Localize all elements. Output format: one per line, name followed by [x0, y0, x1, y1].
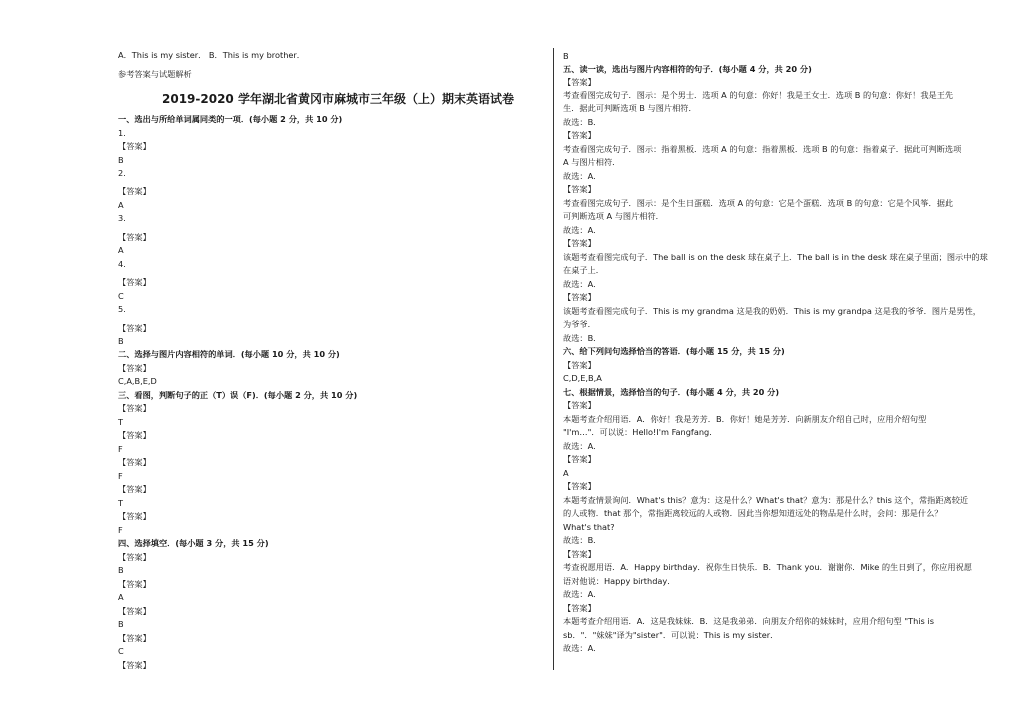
answer-label: 【答案】 [563, 400, 596, 410]
answer-label: 【答案】 [118, 430, 151, 440]
section-6-heading: 六、给下列问句选择恰当的答语．(每小题 15 分，共 15 分) [563, 346, 785, 356]
answer-value: A [118, 245, 124, 255]
section-5-heading: 五、读一读，选出与图片内容相符的句子．(每小题 4 分，共 20 分) [563, 64, 812, 74]
conclusion-line: 故选：B． [563, 117, 602, 127]
answer-label: 【答案】 [563, 238, 596, 248]
answer-value: F [118, 444, 123, 454]
explanation-line: 的人或物．that 那个，常指距离较远的人或物．因此当你想知道远处的物品是什么时，会问：那是什么？ [563, 508, 943, 518]
answer-value: A [118, 200, 124, 210]
answer-value: B [118, 565, 124, 575]
answer-label: 【答案】 [563, 360, 596, 370]
conclusion-line: 故选：A． [563, 589, 602, 599]
answer-value: B [118, 619, 124, 629]
answer-label: 【答案】 [118, 579, 151, 589]
explanation-line: 本题考查情景询问．What's this？意为：这是什么？What's that？意为：那是什么？this 这个，常指距离较近 [563, 495, 969, 505]
answer-label: 【答案】 [118, 363, 151, 373]
answer-label: 【答案】 [118, 232, 151, 242]
answer-label: 【答案】 [118, 403, 151, 413]
answer-label: 【答案】 [563, 481, 596, 491]
explanation-line: 在桌子上． [563, 265, 604, 275]
explanation-line: 本题考查介绍用语．A．你好！我是芳芳．B．你好！她是芳芳．向新朋友介绍自己时，应用介绍句型 [563, 414, 927, 424]
answer-value: A [563, 468, 569, 478]
explanation-line: 为爷爷． [563, 319, 596, 329]
answer-value: C [118, 291, 124, 301]
conclusion-line: 故选：A． [563, 441, 602, 451]
explanation-line: sb．"．"妹妹"译为"sister"．可以说：This is my sister． [563, 630, 779, 640]
explanation-line: 本题考查介绍用语．A．这是我妹妹．B．这是我弟弟．向朋友介绍你的妹妹时，应用介绍句型 "This is [563, 616, 934, 626]
conclusion-line: 故选：B． [563, 535, 602, 545]
answer-value: C [118, 646, 124, 656]
answer-value: F [118, 471, 123, 481]
question-number: 1. [118, 128, 126, 138]
explanation-line: "I'm…"．可以说：Hello!I'm Fangfang． [563, 427, 718, 437]
answer-value: B [118, 336, 124, 346]
answer-label: 【答案】 [118, 457, 151, 467]
answer-label: 【答案】 [118, 606, 151, 616]
answer-label: 【答案】 [563, 130, 596, 140]
section-3-heading: 三、看图，判断句子的正（T）误（F)．(每小题 2 分，共 10 分) [118, 390, 358, 400]
answer-label: 【答案】 [118, 552, 151, 562]
answer-value: T [118, 498, 124, 508]
answer-value: A [118, 592, 124, 602]
column-divider [553, 48, 554, 670]
answer-label: 【答案】 [118, 511, 151, 521]
answer-value: B [563, 51, 569, 61]
answer-label: 【答案】 [563, 603, 596, 613]
answer-label: 【答案】 [118, 633, 151, 643]
answer-value: C,A,B,E,D [118, 376, 157, 386]
explanation-line: 该题考查看图完成句子．The ball is on the desk 球在桌子上．The ball is in the desk 球在桌子里面；图示中的球 [563, 252, 988, 262]
answer-label: 【答案】 [563, 454, 596, 464]
question-number: 3. [118, 213, 126, 223]
answer-label: 【答案】 [118, 660, 151, 670]
explanation-line: 考查看图完成句子．图示：是个男士．选项 A 的句意：你好！我是王女士．选项 B 的句意：你好！我是王先 [563, 90, 954, 100]
answer-label: 【答案】 [563, 77, 596, 87]
answer-label: 【答案】 [563, 184, 596, 194]
conclusion-line: 故选：A． [563, 225, 602, 235]
answer-label: 【答案】 [118, 186, 151, 196]
section-4-heading: 四、选择填空．(每小题 3 分，共 15 分) [118, 538, 269, 548]
answer-label: 【答案】 [118, 323, 151, 333]
answer-value: F [118, 525, 123, 535]
section-2-heading: 二、选择与图片内容相符的单词．(每小题 10 分，共 10 分) [118, 349, 340, 359]
answer-label: 【答案】 [118, 277, 151, 287]
explanation-line: 该题考查看图完成句子．This is my grandma 这是我的奶奶．This is my grandpa 这是我的爷爷．图片是男性， [563, 306, 981, 316]
question-number: 4. [118, 259, 126, 269]
explanation-line: What's that? [563, 522, 615, 532]
page-title: 2019-2020 学年湖北省黄冈市麻城市三年级（上）期末英语试卷 [162, 92, 514, 106]
answer-label: 【答案】 [118, 484, 151, 494]
question-number: 2. [118, 168, 126, 178]
explanation-line: 生．据此可判断选项 B 与图片相符． [563, 103, 697, 113]
section-1-heading: 一、选出与所给单词属同类的一项．(每小题 2 分，共 10 分) [118, 114, 343, 124]
explanation-line: 考查祝愿用语．A．Happy birthday．祝你生日快乐．B．Thank you．谢谢你．Mike 的生日到了，你应用祝愿 [563, 562, 972, 572]
conclusion-line: 故选：A． [563, 171, 602, 181]
answer-label: 【答案】 [118, 141, 151, 151]
answer-value: T [118, 417, 124, 427]
section-7-heading: 七、根据情景，选择恰当的句子．(每小题 4 分，共 20 分) [563, 387, 780, 397]
answer-value: C,D,E,B,A [563, 373, 602, 383]
answer-label: 【答案】 [563, 549, 596, 559]
conclusion-line: 故选：A． [563, 279, 602, 289]
option-line: A．This is my sister． B．This is my brother． [118, 50, 305, 60]
answer-key-label: 参考答案与试题解析 [118, 69, 192, 79]
conclusion-line: 故选：A． [563, 643, 602, 653]
question-number: 5. [118, 304, 126, 314]
answer-label: 【答案】 [563, 292, 596, 302]
answer-value: B [118, 155, 124, 165]
explanation-line: 语对他说：Happy birthday． [563, 576, 676, 586]
conclusion-line: 故选：B． [563, 333, 602, 343]
explanation-line: 可判断选项 A 与图片相符． [563, 211, 664, 221]
explanation-line: 考查看图完成句子．图示：指着黑板．选项 A 的句意：指着黑板．选项 B 的句意：指着桌子．据此可判断选项 [563, 144, 962, 154]
explanation-line: A 与图片相符． [563, 157, 621, 167]
explanation-line: 考查看图完成句子．图示：是个生日蛋糕．选项 A 的句意：它是个蛋糕．选项 B 的句意：它是个风筝．据此 [563, 198, 954, 208]
